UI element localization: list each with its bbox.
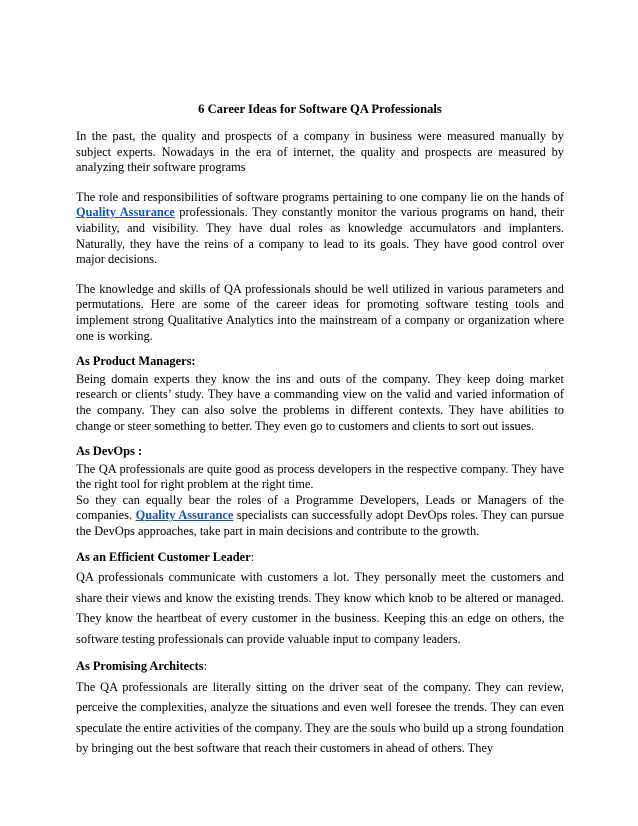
devops-text-end: specialists can successfully adopt DevOps roles. They can pursue the DevOps approaches, take part in main decisions and contribute to the growth. (76, 508, 564, 539)
devops-paragraph-1: The QA professionals are quite good as process developers in the respective company. They have the right tool for right problem at the right time. (76, 461, 564, 492)
customer-leader-heading-text: As an Efficient Customer Leader (76, 549, 251, 564)
heading-customer-leader (76, 550, 564, 566)
heading-devops: As DevOps : (76, 444, 143, 459)
heading-architects (76, 659, 564, 675)
heading-product-managers: As Product Managers: (76, 354, 196, 369)
architects-heading-text: As Promising Architects (76, 659, 204, 674)
intro-paragraph: In the past, the quality and prospects of a company in business were measured manually by subject experts. Nowadays in the era of internet, the quality and prospects are measured by analyzing their software programs (76, 129, 564, 175)
quality-assurance-link-2[interactable]: Quality Assurance (135, 508, 234, 523)
customer-leader-paragraph: QA professionals communicate with customers a lot. They personally meet the customers and share their views and know the existing trends. They know which knob to be altered or managed. They know the heartbeat of every customer in the business. Keeping this an edge on others, the software testing professionals can provide valuable input to company leaders. (76, 570, 564, 646)
architects-paragraph: The QA professionals are literally sitting on the driver seat of the company. They can review, perceive the complexities, analyze the situations and even well foresee the trends. They can even speculate the entire activities of the company. They are the souls who build up a strong foundation by bringing out the best software that reach their customers in ahead of others. They (76, 679, 564, 756)
document-title: 6 Career Ideas for Software QA Professionals (198, 102, 442, 116)
customer-leader-heading-colon: : (250, 549, 255, 564)
skills-paragraph: The knowledge and skills of QA professionals should be well utilized in various parameters and permutations. Here are some of the career ideas for promoting software testing tools and implement strong Qualitative Analytics into the mainstream of a company or organization where one is working. (76, 281, 564, 343)
devops-text-start: So they can equally bear the roles of a Programme Developers, Leads or Managers of the companies. (76, 492, 564, 523)
roles-paragraph (76, 190, 564, 268)
devops-paragraph-2 (76, 493, 564, 540)
roles-text-start: The role and responsibilities of software programs pertaining to one company lie on the hands of (76, 189, 564, 204)
architects-heading-colon: : (203, 659, 208, 674)
quality-assurance-link[interactable]: Quality Assurance (76, 205, 175, 220)
product-managers-paragraph: Being domain experts they know the ins and outs of the company. They keep doing market research or clients’ study. They have a commanding view on the valid and varied information of the company. They can also solve the problems in different contexts. They have abilities to change or steer something to better. They even go to customers and clients to sort out issues. (76, 371, 564, 433)
roles-text-end: professionals. They constantly monitor the various programs on hand, their viability, and visibility. They have dual roles as knowledge accumulators and implanters. Naturally, they have the reins of a company to lead to its goals. They have good control over major decisions. (76, 205, 564, 267)
